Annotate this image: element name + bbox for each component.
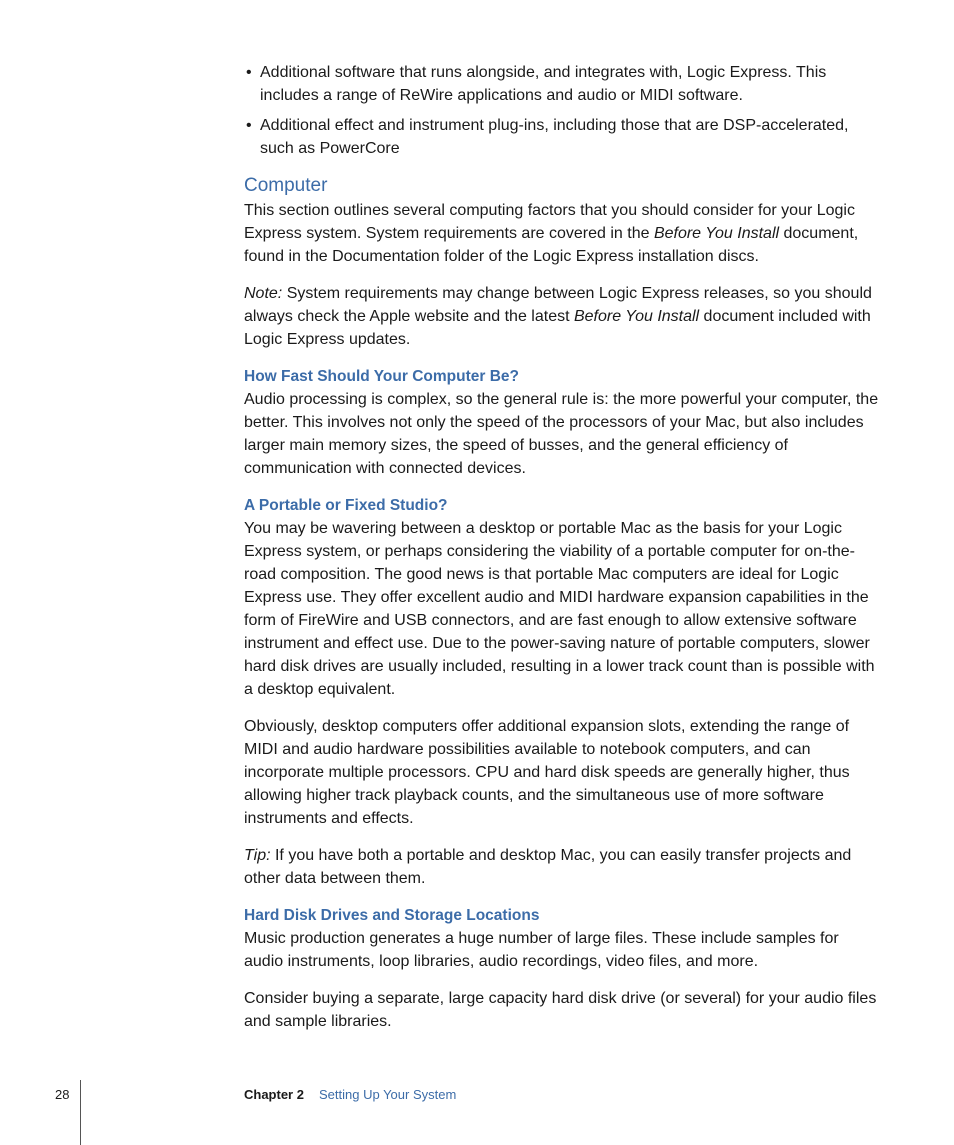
note-paragraph: [244, 282, 880, 351]
note-label: Note:: [244, 285, 283, 302]
subheading-portable: A Portable or Fixed Studio?: [244, 497, 448, 514]
bullet-list: [244, 61, 880, 160]
intro-doc-title: Before You Install: [653, 225, 780, 242]
section-title: Computer: [244, 175, 328, 196]
bullet-text: Additional effect and instrument plug-ins, including those that are DSP-accelerated, such as PowerCore: [260, 117, 849, 157]
bullet-dot-icon: •: [246, 117, 252, 134]
intro-text-before: This section outlines several computing factors that you should consider for your Logic Express system. System requirements are covered in the: [244, 202, 855, 242]
chapter-title: Setting Up Your System: [319, 1087, 457, 1102]
bullet-dot-icon: •: [246, 64, 252, 81]
portable-paragraph-1: You may be wavering between a desktop or portable Mac as the basis for your Logic Express system, or perhaps considering the viability of a portable computer for on-the-road composition. The good news is that portable Mac computers are ideal for Logic Express use. They offer excellent audio and MIDI hardware expansion capabilities in the form of FireWire and USB connectors, and are fast enough to allow extensive software instrument and effect use. Due to the power-saving nature of portable computers, slower hard disk drives are usually included, resulting in a lower track count than is possible with a desktop equivalent.: [244, 520, 875, 698]
tip-text: If you have both a portable and desktop Mac, you can easily transfer projects and other data between them.: [244, 847, 852, 887]
bullet-item: [244, 114, 880, 160]
tip-paragraph: [244, 844, 880, 890]
tip-label: Tip:: [244, 847, 271, 864]
fast-paragraph: Audio processing is complex, so the general rule is: the more powerful your computer, the better. This involves not only the speed of the processors of your Mac, but also includes larger main memory sizes, the speed of busses, and the general efficiency of communication with connected devices.: [244, 391, 879, 477]
storage-paragraph-1: Music production generates a huge number of large files. These include samples for audio instruments, loop libraries, audio recordings, video files, and more.: [244, 930, 839, 970]
page-footer: [0, 1080, 954, 1145]
note-text-after: document included with Logic Express updates.: [244, 308, 871, 348]
note-text-before: System requirements may change between Logic Express releases, so you should always check the Apple website and the latest: [244, 285, 872, 325]
bullet-text: Additional software that runs alongside, and integrates with, Logic Express. This includes a range of ReWire applications and audio or MIDI software.: [260, 64, 827, 104]
intro-text-after: document, found in the Documentation folder of the Logic Express installation discs.: [244, 225, 859, 265]
footer-divider: [80, 1080, 81, 1145]
page-content: [244, 61, 880, 1047]
intro-paragraph: [244, 199, 880, 268]
bullet-item: [244, 61, 880, 107]
portable-paragraph-2: Obviously, desktop computers offer additional expansion slots, extending the range of MIDI and audio hardware possibilities available to notebook computers, and can incorporate multiple processors. CPU and hard disk speeds are generally higher, thus allowing higher track playback counts, and the simultaneous use of more software instruments and effects.: [244, 718, 850, 827]
chapter-label: Chapter 2: [244, 1087, 304, 1102]
subheading-fast: How Fast Should Your Computer Be?: [244, 368, 519, 385]
note-doc-title: Before You Install: [573, 308, 700, 325]
page-number: 28: [55, 1087, 70, 1102]
subheading-storage: Hard Disk Drives and Storage Locations: [244, 907, 540, 924]
storage-paragraph-2: Consider buying a separate, large capacity hard disk drive (or several) for your audio files and sample libraries.: [244, 990, 877, 1030]
